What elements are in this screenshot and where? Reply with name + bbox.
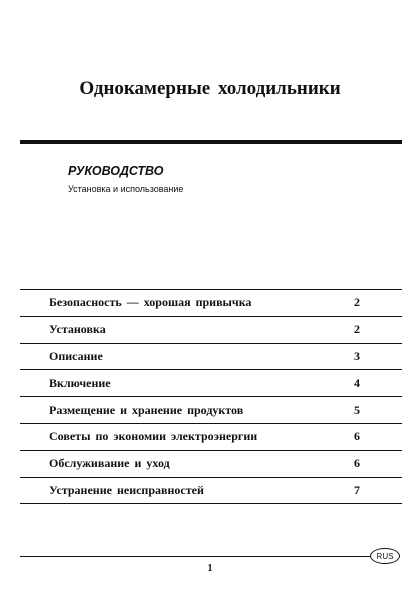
footer-divider — [20, 556, 370, 557]
toc-entry-label: Безопасность — хорошая привычка — [49, 295, 252, 310]
toc-row — [20, 317, 402, 344]
toc-entry-page: 4 — [354, 375, 360, 390]
toc-row — [20, 290, 402, 317]
toc-entry-page: 3 — [354, 348, 360, 363]
toc-row — [20, 397, 402, 424]
page-number: 1 — [207, 563, 213, 574]
toc-entry-label: Обслуживание и уход — [49, 456, 170, 471]
document-title: Однокамерные холодильники — [79, 78, 341, 99]
toc-entry-page: 7 — [354, 482, 360, 497]
table-of-contents — [20, 289, 402, 504]
toc-entry-page: 2 — [354, 322, 360, 337]
guide-subtitle: Установка и использование — [68, 184, 184, 194]
toc-row — [20, 344, 402, 371]
guide-label: РУКОВОДСТВО — [68, 164, 164, 178]
toc-row — [20, 451, 402, 478]
toc-entry-label: Описание — [49, 348, 103, 363]
toc-row — [20, 370, 402, 397]
toc-row — [20, 424, 402, 451]
language-badge: RUS — [370, 548, 400, 564]
toc-row — [20, 478, 402, 505]
toc-entry-page: 6 — [354, 429, 360, 444]
toc-entry-page: 6 — [354, 456, 360, 471]
title-divider — [20, 140, 402, 144]
toc-entry-page: 5 — [354, 402, 360, 417]
toc-entry-label: Устранение неисправностей — [49, 482, 204, 497]
toc-entry-label: Советы по экономии электроэнергии — [49, 429, 258, 444]
toc-entry-page: 2 — [354, 295, 360, 310]
toc-entry-label: Включение — [49, 375, 111, 390]
toc-entry-label: Установка — [49, 322, 106, 337]
toc-entry-label: Размещение и хранение продуктов — [49, 402, 244, 417]
